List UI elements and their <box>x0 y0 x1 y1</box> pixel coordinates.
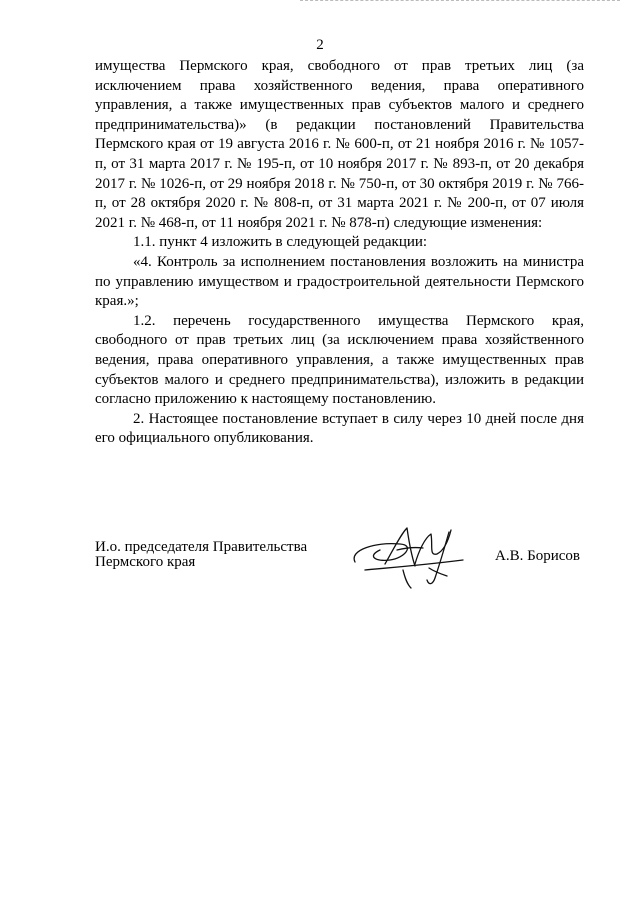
signatory-name: А.В. Борисов <box>495 548 580 564</box>
paragraph-item-1-1: 1.1. пункт 4 изложить в следующей редакции: <box>133 234 428 251</box>
paragraph-continuation: имущества Пермского края, свободного от прав третьих лиц (за исключением права хозяйственного ведения, права оперативного управления, а также имущественных прав субъектов малого и среднего предпринимательства)» (в редакции постановлений Правительства Пермского края от 19 августа 2016 г. № 600-п, от 21 ноября 2016 г. № 1057-п, от 31 марта 2017 г. № 195-п, от 10 ноября 2017 г. № 893-п, от 20 декабря 2017 г. № 1026-п, от 29 ноября 2018 г. № 750-п, от 30 октября 2019 г. № 766-п, от 28 октября 2020 г. № 808-п, от 31 марта 2021 г. № 200-п, от 07 июля 2021 г. № 468-п, от 11 ноября 2021 г. № 878-п) следующие изменения: <box>95 58 584 231</box>
signatory-title <box>95 540 307 570</box>
handwritten-signature <box>345 520 475 592</box>
paragraph-quote: «4. Контроль за исполнением постановления возложить на министра по управлению имуществом и градостроительной деятельности Пермского края.»; <box>95 253 584 310</box>
scan-edge-line <box>300 0 620 3</box>
paragraph-item-1-2: 1.2. перечень государственного имущества Пермского края, свободного от прав третьих лиц (за исключением права хозяйственного ведения, права оперативного управления, а также имущественных прав субъектов малого и среднего предпринимательства), изложить в редакции согласно приложению к настоящему постановлению. <box>95 312 584 408</box>
page-number: 2 <box>316 37 324 53</box>
document-body <box>95 57 584 449</box>
signature-block <box>95 540 584 600</box>
paragraph-item-2: 2. Настоящее постановление вступает в силу через 10 дней после дня его официального опубликования. <box>95 410 584 447</box>
signatory-title-line-2: Пермского края <box>95 554 196 570</box>
signatory-title-line-1: И.о. председателя Правительства <box>95 539 308 555</box>
